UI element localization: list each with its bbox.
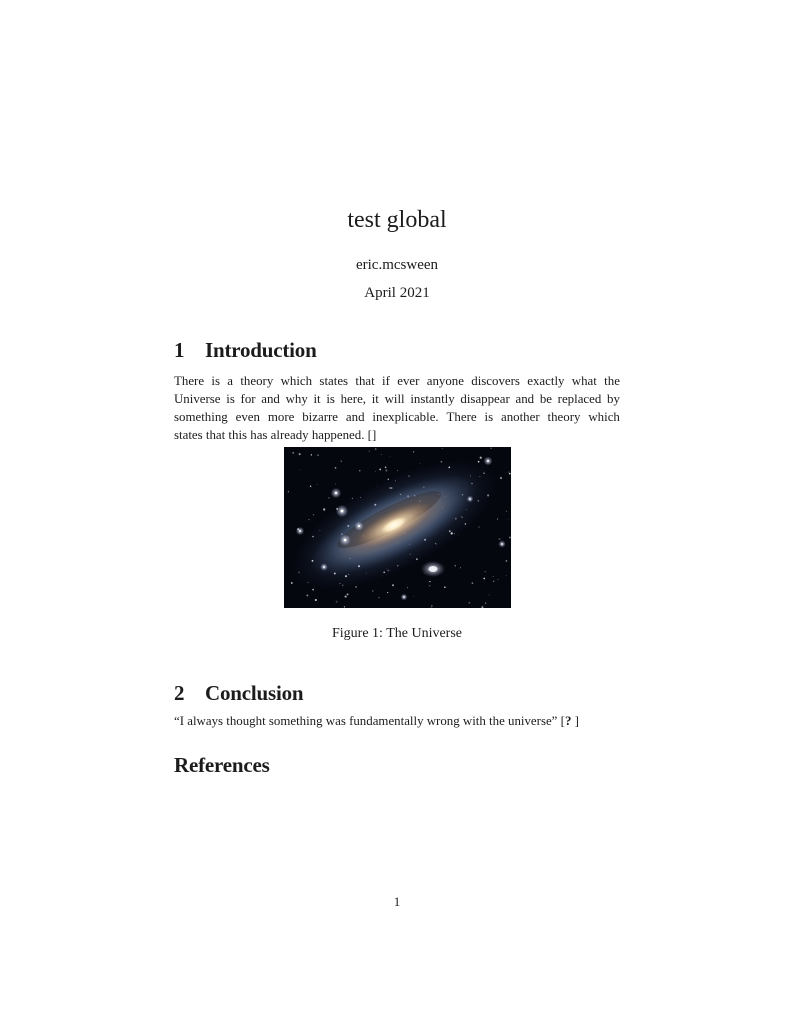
page-number: 1 (393, 894, 401, 909)
section-number: 1 (174, 338, 185, 362)
quote-text-end: ] (571, 714, 579, 728)
paragraph-line: something even more bizarre and inexplicable. There is another theory which (174, 410, 620, 424)
section-title: Introduction (205, 338, 317, 362)
section-title: References (174, 753, 270, 777)
section-heading-references (174, 752, 620, 778)
introduction-paragraph (174, 372, 620, 444)
figure-block (174, 447, 620, 643)
paragraph-line: states that this has already happened. [] (174, 428, 377, 442)
galaxy-image (284, 447, 511, 608)
conclusion-quote (174, 712, 620, 731)
figure-caption: Figure 1: The Universe (332, 626, 462, 641)
document-date: April 2021 (364, 285, 430, 301)
quote-text: “I always thought something was fundamentally wrong with the universe” [ (174, 714, 565, 728)
paragraph-line: There is a theory which states that if ever anyone discovers exactly what the (174, 374, 620, 388)
paragraph-line: Universe is for and why it is here, it will instantly disappear and be replaced by (174, 392, 620, 406)
section-title: Conclusion (205, 681, 304, 705)
missing-citation-mark: ? (564, 714, 572, 728)
section-heading-conclusion (174, 680, 620, 706)
companion-galaxy-core (428, 566, 437, 572)
section-number: 2 (174, 681, 185, 705)
document-content (174, 0, 620, 778)
section-heading-introduction (174, 337, 620, 363)
document-author: eric.mcsween (355, 257, 439, 273)
document-title: test global (347, 207, 447, 233)
